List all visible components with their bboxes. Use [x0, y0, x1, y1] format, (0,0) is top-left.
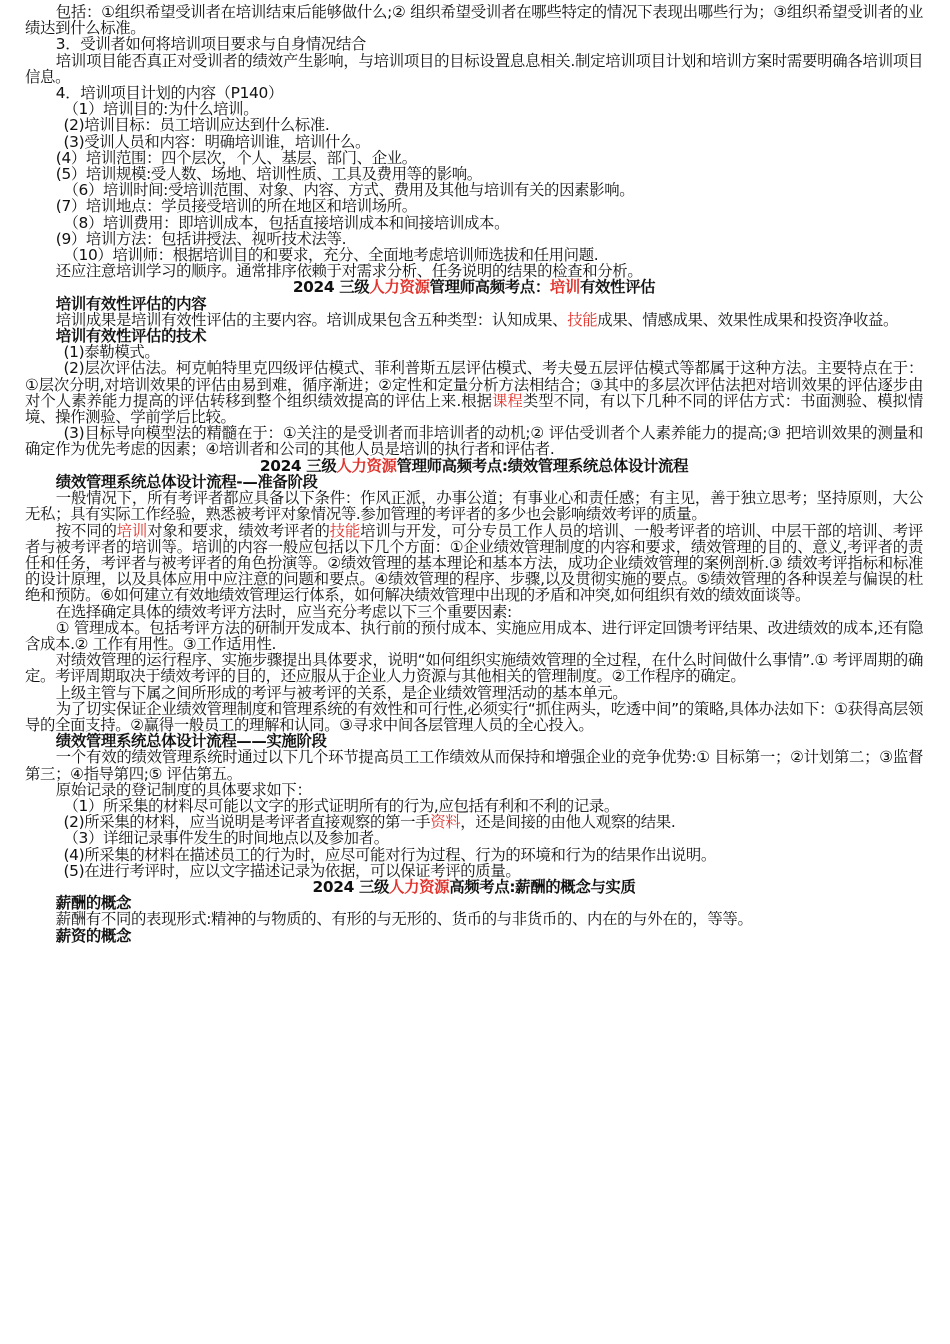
list-item: （6）培训时间:受培训范围、对象、内容、方式、费用及其他与培训有关的因素影响。	[63, 181, 635, 200]
paragraph: 对绩效管理的运行程序、实施步骤提出具体要求，说明“如何组织实施绩效管理的全过程，在什么时间做什么事情”.① 考评周期的确定。考评周期取决于绩效考评的目的，还应服从于企业人力资源与其他相关的管理制度。②工作程序的确定。	[25, 651, 923, 686]
list-item: (2)培训目标：员工培训应达到什么标准.	[63, 116, 330, 135]
list-item: (2)层次评估法。柯克帕特里克四级评估模式、菲利普斯五层评估模式、考夫曼五层评估模式等都属于这种方法。主要特点在于：①层次分明,对培训效果的评估由易到难，循序渐进；②定性和定量分析方法相结合；③其中的多层次评估法把对培训效果的评估逐步由对个人素养能力提高的评估转移到整个组织绩效提高的评估上来.根据课程类型不同，有以下几种不同的评估方式：书面测验、模拟情境、操作测验、学前学后比较。	[25, 359, 923, 427]
list-item: (4）培训范围：四个层次，个人、基层、部门、企业。	[55, 148, 417, 167]
list-item: (1)泰勒模式。	[63, 343, 160, 362]
section-heading: 2024 三级人力资源高频考点:薪酬的概念与实质	[312, 877, 636, 896]
section-heading: 2024 三级人力资源管理师高频考点:绩效管理系统总体设计流程	[259, 456, 689, 475]
list-item: (9）培训方法：包括讲授法、视听技术法等.	[55, 229, 347, 248]
list-item: (5)在进行考评时，应以文字描述记录为依据，可以保证考评的质量。	[63, 861, 521, 880]
subheading: 培训有效性评估的技术	[55, 327, 207, 346]
section-heading: 2024 三级人力资源管理师高频考点：培训有效性评估	[292, 278, 656, 297]
subheading: 绩效管理系统总体设计流程——实施阶段	[55, 732, 327, 751]
list-item: (2)所采集的材料，应当说明是考评者直接观察的第一手资料，还是间接的由他人观察的结果.	[63, 813, 676, 832]
paragraph: 还应注意培训学习的顺序。通常排序依赖于对需求分析、任务说明的结果的检查和分析。	[55, 262, 643, 281]
paragraph: 为了切实保证企业绩效管理制度和管理系统的有效性和可行性,必须实行“抓住两头，吃透中间”的策略,具体办法如下：①获得高层领导的全面支持。②赢得一般员工的理解和认同。③寻求中间各层管理人员的全心投入。	[25, 699, 923, 734]
paragraph: 3．受训者如何将培训项目要求与自身情况结合	[55, 35, 367, 54]
paragraph: 在选择确定具体的绩效考评方法时，应当充分考虑以下三个重要因素:	[55, 602, 512, 621]
paragraph: 薪酬有不同的表现形式:精神的与物质的、有形的与无形的、货币的与非货币的、内在的与外在的，等等。	[55, 910, 753, 929]
paragraph: 按不同的培训对象和要求，绩效考评者的技能培训与开发，可分专员工作人员的培训、一般考评者的培训、中层干部的培训、考评者与被考评者的培训等。培训的内容一般应包括以下几个方面：①企业绩效管理制度的内容和要求，绩效管理的目的、意义,考评者的责任和任务，考评者与被考评者的角色扮演等。②绩效管理的基本理论和基本方法，成功企业绩效管理的案例剖析.③ 绩效考评指标和标准的设计原理，以及具体应用中应注意的问题和要点。④绩效管理的程序、步骤,以及贯彻实施的要点。⑤绩效管理的各种误差与偏误的杜绝和预防。⑥如何建立有效地绩效管理运行体系，如何解决绩效管理中出现的矛盾和冲突,如何组织有效的绩效面谈等。	[25, 521, 923, 605]
list-item: （8）培训费用：即培训成本，包括直接培训成本和间接培训成本。	[63, 213, 510, 232]
paragraph: 包括：①组织希望受训者在培训结束后能够做什么;② 组织希望受训者在哪些特定的情况下表现出哪些行为；③组织希望受训者的业绩达到什么标准。	[25, 3, 923, 38]
subheading: 薪资的概念	[55, 926, 132, 945]
paragraph: 培训项目能否真正对受训者的绩效产生影响，与培训项目的目标设置息息相关.制定培训项目计划和培训方案时需要明确各培训项目信息。	[25, 51, 923, 86]
paragraph: 一般情况下，所有考评者都应具备以下条件：作风正派，办事公道；有事业心和责任感；有主见，善于独立思考；坚持原则，大公无私；具有实际工作经验，熟悉被考评对象情况等.参加管理的考评者的多少也会影响绩效考评的质量。	[25, 489, 923, 524]
paragraph: 4．培训项目计划的内容（P140）	[55, 84, 283, 103]
list-item: （1）培训目的:为什么培训。	[63, 100, 259, 119]
paragraph: 原始记录的登记制度的具体要求如下：	[55, 780, 312, 799]
subheading: 绩效管理系统总体设计流程-—准备阶段	[55, 472, 318, 491]
paragraph: 一个有效的绩效管理系统时通过以下几个环节提高员工工作绩效从而保持和增强企业的竞争优势:① 目标第一；②计划第二；③监督第三；④指导第四;⑤ 评估第五。	[25, 748, 923, 783]
paragraph: 培训成果是培训有效性评估的主要内容。培训成果包含五种类型：认知成果、技能成果、情感成果、效果性成果和投资净收益。	[55, 310, 899, 329]
list-item: (5）培训规模:受人数、场地、培训性质、工具及费用等的影响。	[55, 165, 482, 184]
list-item: (7）培训地点：学员接受培训的所在地区和培训场所。	[55, 197, 417, 216]
subheading: 薪酬的概念	[55, 894, 132, 913]
list-item: (4)所采集的材料在描述员工的行为时，应尽可能对行为过程、行为的环境和行为的结果作出说明。	[63, 845, 716, 864]
list-item: （3）详细记录事件发生的时间地点以及参加者。	[63, 829, 389, 848]
list-item: （10）培训师：根据培训目的和要求，充分、全面地考虑培训师选拔和任用问题.	[63, 246, 599, 265]
list-item: （1）所采集的材料尽可能以文字的形式证明所有的行为,应包括有利和不利的记录。	[63, 796, 619, 815]
paragraph: 上级主管与下属之间所形成的考评与被考评的关系，是企业绩效管理活动的基本单元。	[55, 683, 628, 702]
subheading: 培训有效性评估的内容	[55, 294, 207, 313]
list-item: (3)目标导向模型法的精髓在于：①关注的是受训者而非培训者的动机;② 评估受训者个人素养能力的提高;③ 把培训效果的测量和确定作为优先考虑的因素；④培训者和公司的其他人员是培训的执行者和评估者.	[25, 424, 923, 459]
paragraph: ① 管理成本。包括考评方法的研制开发成本、执行前的预付成本、实施应用成本、进行评定回馈考评结果、改进绩效的成本,还有隐含成本.② 工作有用性。③工作适用性.	[25, 618, 923, 653]
list-item: (3)受训人员和内容：明确培训谁，培训什么。	[63, 132, 371, 151]
document-page	[25, 4, 923, 944]
